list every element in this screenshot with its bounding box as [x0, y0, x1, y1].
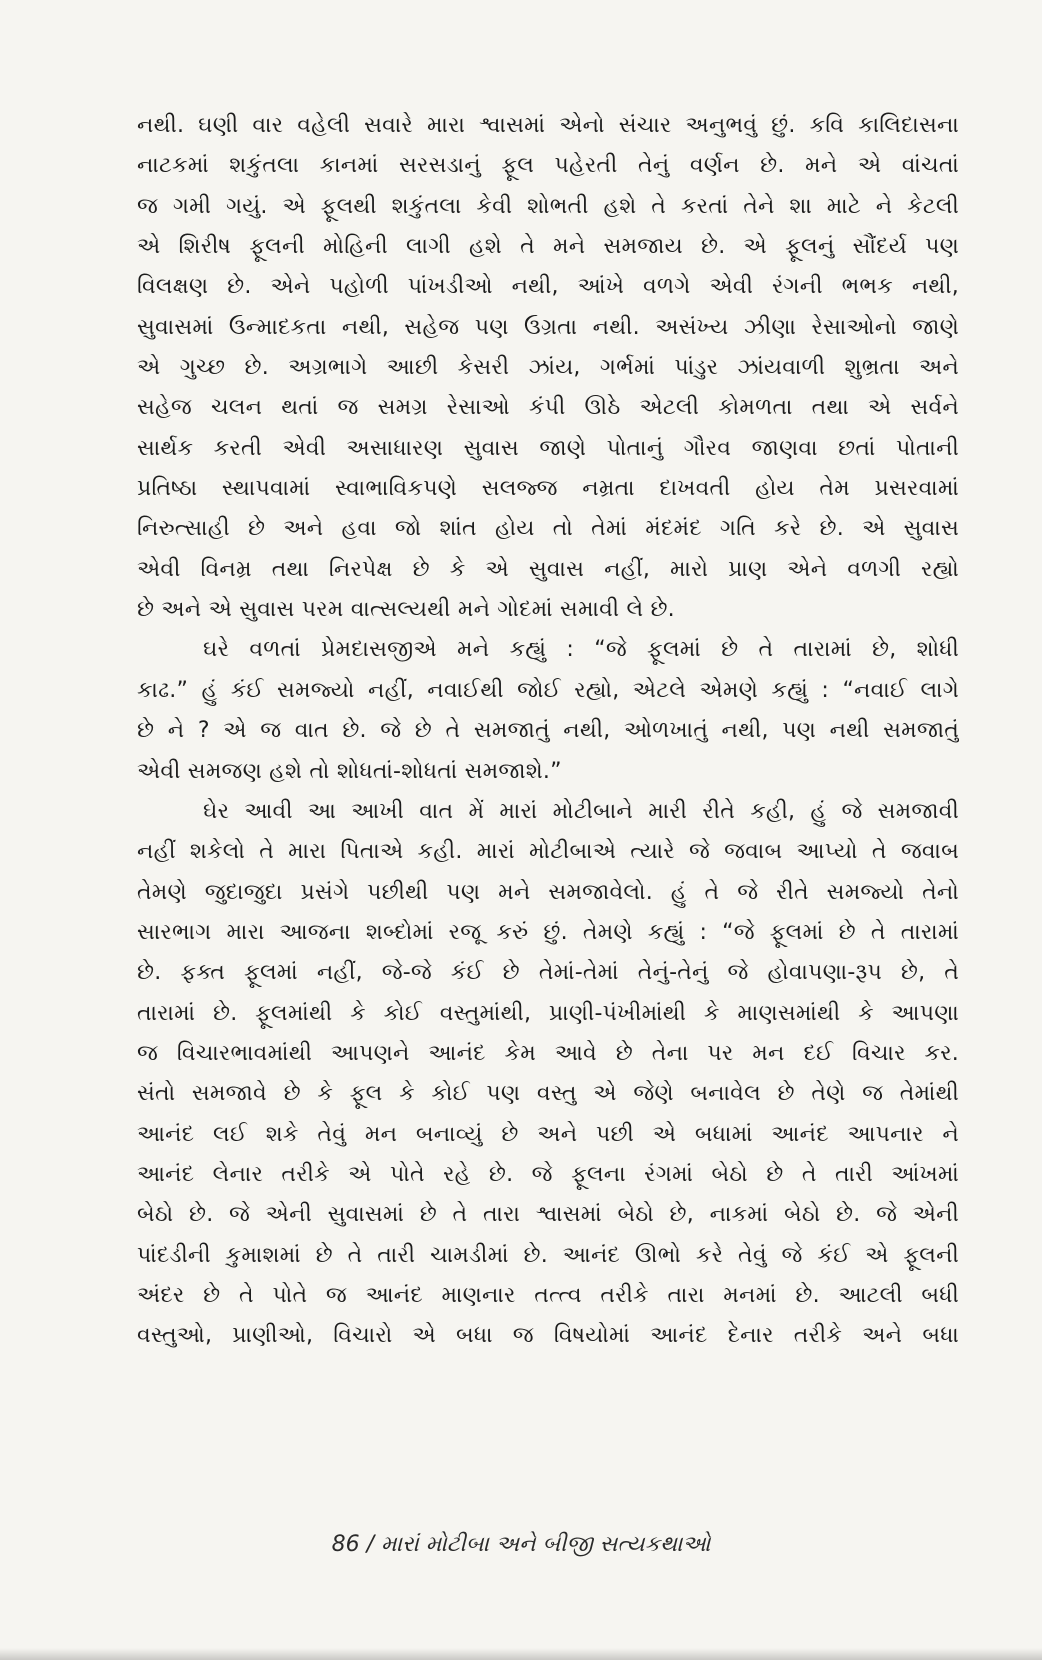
text-line: એવી વિનમ્ર તથા નિરપેક્ષ છે કે એ સુવાસ નહીં, મારો પ્રાણ એને વળગી રહ્યો [137, 556, 959, 582]
page-edge-shadow [0, 1648, 1042, 1660]
text-line: જ વિચારભાવમાંથી આપણને આનંદ કેમ આવે છે તેના પર મન દઈ વિચાર કર. [137, 1040, 959, 1066]
text-line: નથી. ઘણી વાર વહેલી સવારે મારા શ્વાસમાં એનો સંચાર અનુભવું છું. કવિ કાલિદાસના [137, 113, 959, 138]
text-line: છે અને એ સુવાસ પરમ વાત્સલ્યથી મને ગોદમાં સમાવી લે છે. [137, 597, 675, 623]
book-title: મારાં મોટીબા અને બીજી સત્યકથાઓ [381, 1532, 711, 1557]
text-line: ઘરે વળતાં પ્રેમદાસજીએ મને કહ્યું : “જે ફૂલમાં છે તે તારામાં છે, શોધી [203, 637, 959, 663]
text-line: અંદર છે તે પોતે જ આનંદ માણનાર તત્ત્વ તરીકે તારા મનમાં છે. આટલી બધી [137, 1282, 959, 1308]
text-line: જ ગમી ગયું. એ ફૂલથી શકુંતલા કેવી શોભતી હશે તે કરતાં તેને શા માટે ને કેટલી [137, 193, 959, 219]
text-line: તારામાં છે. ફૂલમાંથી કે કોઈ વસ્તુમાંથી, પ્રાણી-પંખીમાંથી કે માણસમાંથી કે આપણા [137, 1000, 959, 1026]
text-line: નહીં શકેલો તે મારા પિતાએ કહી. મારાં મોટીબાએ ત્યારે જે જવાબ આપ્યો તે જવાબ [137, 839, 959, 865]
page-footer [0, 1532, 1042, 1557]
text-line: સંતો સમજાવે છે કે ફૂલ કે કોઈ પણ વસ્તુ એ જેણે બનાવેલ છે તેણે જ તેમાંથી [137, 1081, 959, 1107]
text-line: સુવાસમાં ઉન્માદકતા નથી, સહેજ પણ ઉગ્રતા નથી. અસંખ્ય ઝીણા રેસાઓનો જાણે [137, 314, 959, 340]
body-text [137, 106, 959, 1357]
text-line: ઘેર આવી આ આખી વાત મેં મારાં મોટીબાને મારી રીતે કહી, હું જે સમજાવી [203, 798, 959, 824]
paragraph-2 [137, 630, 959, 791]
text-line: છે. ફક્ત ફૂલમાં નહીં, જે-જે કંઈ છે તેમાં-તેમાં તેનું-તેનું જે હોવાપણા-રૂપ છે, તે [137, 960, 959, 986]
text-line: વસ્તુઓ, પ્રાણીઓ, વિચારો એ બધા જ વિષયોમાં આનંદ દેનાર તરીકે અને બધા [137, 1323, 959, 1349]
text-line: નિરુત્સાહી છે અને હવા જો શાંત હોય તો તેમાં મંદમંદ ગતિ કરે છે. એ સુવાસ [137, 516, 959, 542]
text-line: આનંદ લઈ શકે તેવું મન બનાવ્યું છે અને પછી એ બધામાં આનંદ આપનાર ને [137, 1121, 959, 1147]
footer-separator: / [366, 1532, 375, 1557]
text-line: છે ને ? એ જ વાત છે. જે છે તે સમજાતું નથી, ઓળખાતું નથી, પણ નથી સમજાતું [137, 718, 959, 744]
text-line: આનંદ લેનાર તરીકે એ પોતે રહે છે. જે ફૂલના રંગમાં બેઠો છે તે તારી આંખમાં [137, 1161, 959, 1187]
text-line: કાઢ.” હું કંઈ સમજ્યો નહીં, નવાઈથી જોઈ રહ્યો, એટલે એમણે કહ્યું : “નવાઈ લાગે [137, 677, 959, 703]
text-line: એ ગુચ્છ છે. અગ્રભાગે આછી કેસરી ઝાંય, ગર્ભમાં પાંડુર ઝાંયવાળી શુભ્રતા અને [137, 355, 959, 381]
text-line: એવી સમજણ હશે તો શોધતાં-શોધતાં સમજાશે.” [137, 758, 562, 784]
text-line: તેમણે જુદાજુદા પ્રસંગે પછીથી પણ મને સમજાવેલો. હું તે જે રીતે સમજ્યો તેનો [137, 879, 959, 905]
paragraph-1 [137, 106, 959, 630]
text-line: સાર્થક કરતી એવી અસાધારણ સુવાસ જાણે પોતાનું ગૌરવ જાણવા છતાં પોતાની [137, 435, 959, 461]
text-line: એ શિરીષ ફૂલની મોહિની લાગી હશે તે મને સમજાય છે. એ ફૂલનું સૌંદર્ય પણ [137, 234, 959, 260]
text-line: બેઠો છે. જે એની સુવાસમાં છે તે તારા શ્વાસમાં બેઠો છે, નાકમાં બેઠો છે. જે એની [137, 1202, 959, 1228]
text-line: સારભાગ મારા આજના શબ્દોમાં રજૂ કરું છું. તેમણે કહ્યું : “જે ફૂલમાં છે તે તારામાં [137, 919, 959, 945]
text-line: નાટકમાં શકુંતલા કાનમાં સરસડાનું ફૂલ પહેરતી તેનું વર્ણન છે. મને એ વાંચતાં [137, 153, 959, 179]
text-line: સહેજ ચલન થતાં જ સમગ્ર રેસાઓ કંપી ઊઠે એટલી કોમળતા તથા એ સર્વને [137, 395, 959, 421]
page-number: 86 [331, 1532, 360, 1557]
text-line: પ્રતિષ્ઠા સ્થાપવામાં સ્વાભાવિકપણે સલજ્જ નમ્રતા દાખવતી હોય તેમ પ્રસરવામાં [137, 476, 959, 502]
paragraph-3 [137, 792, 959, 1357]
text-line: પાંદડીની કુમાશમાં છે તે તારી ચામડીમાં છે. આનંદ ઊભો કરે તેવું જે કંઈ એ ફૂલની [137, 1242, 959, 1268]
text-line: વિલક્ષણ છે. એને પહોળી પાંખડીઓ નથી, આંખે વળગે એવી રંગની ભભક નથી, [137, 274, 959, 300]
